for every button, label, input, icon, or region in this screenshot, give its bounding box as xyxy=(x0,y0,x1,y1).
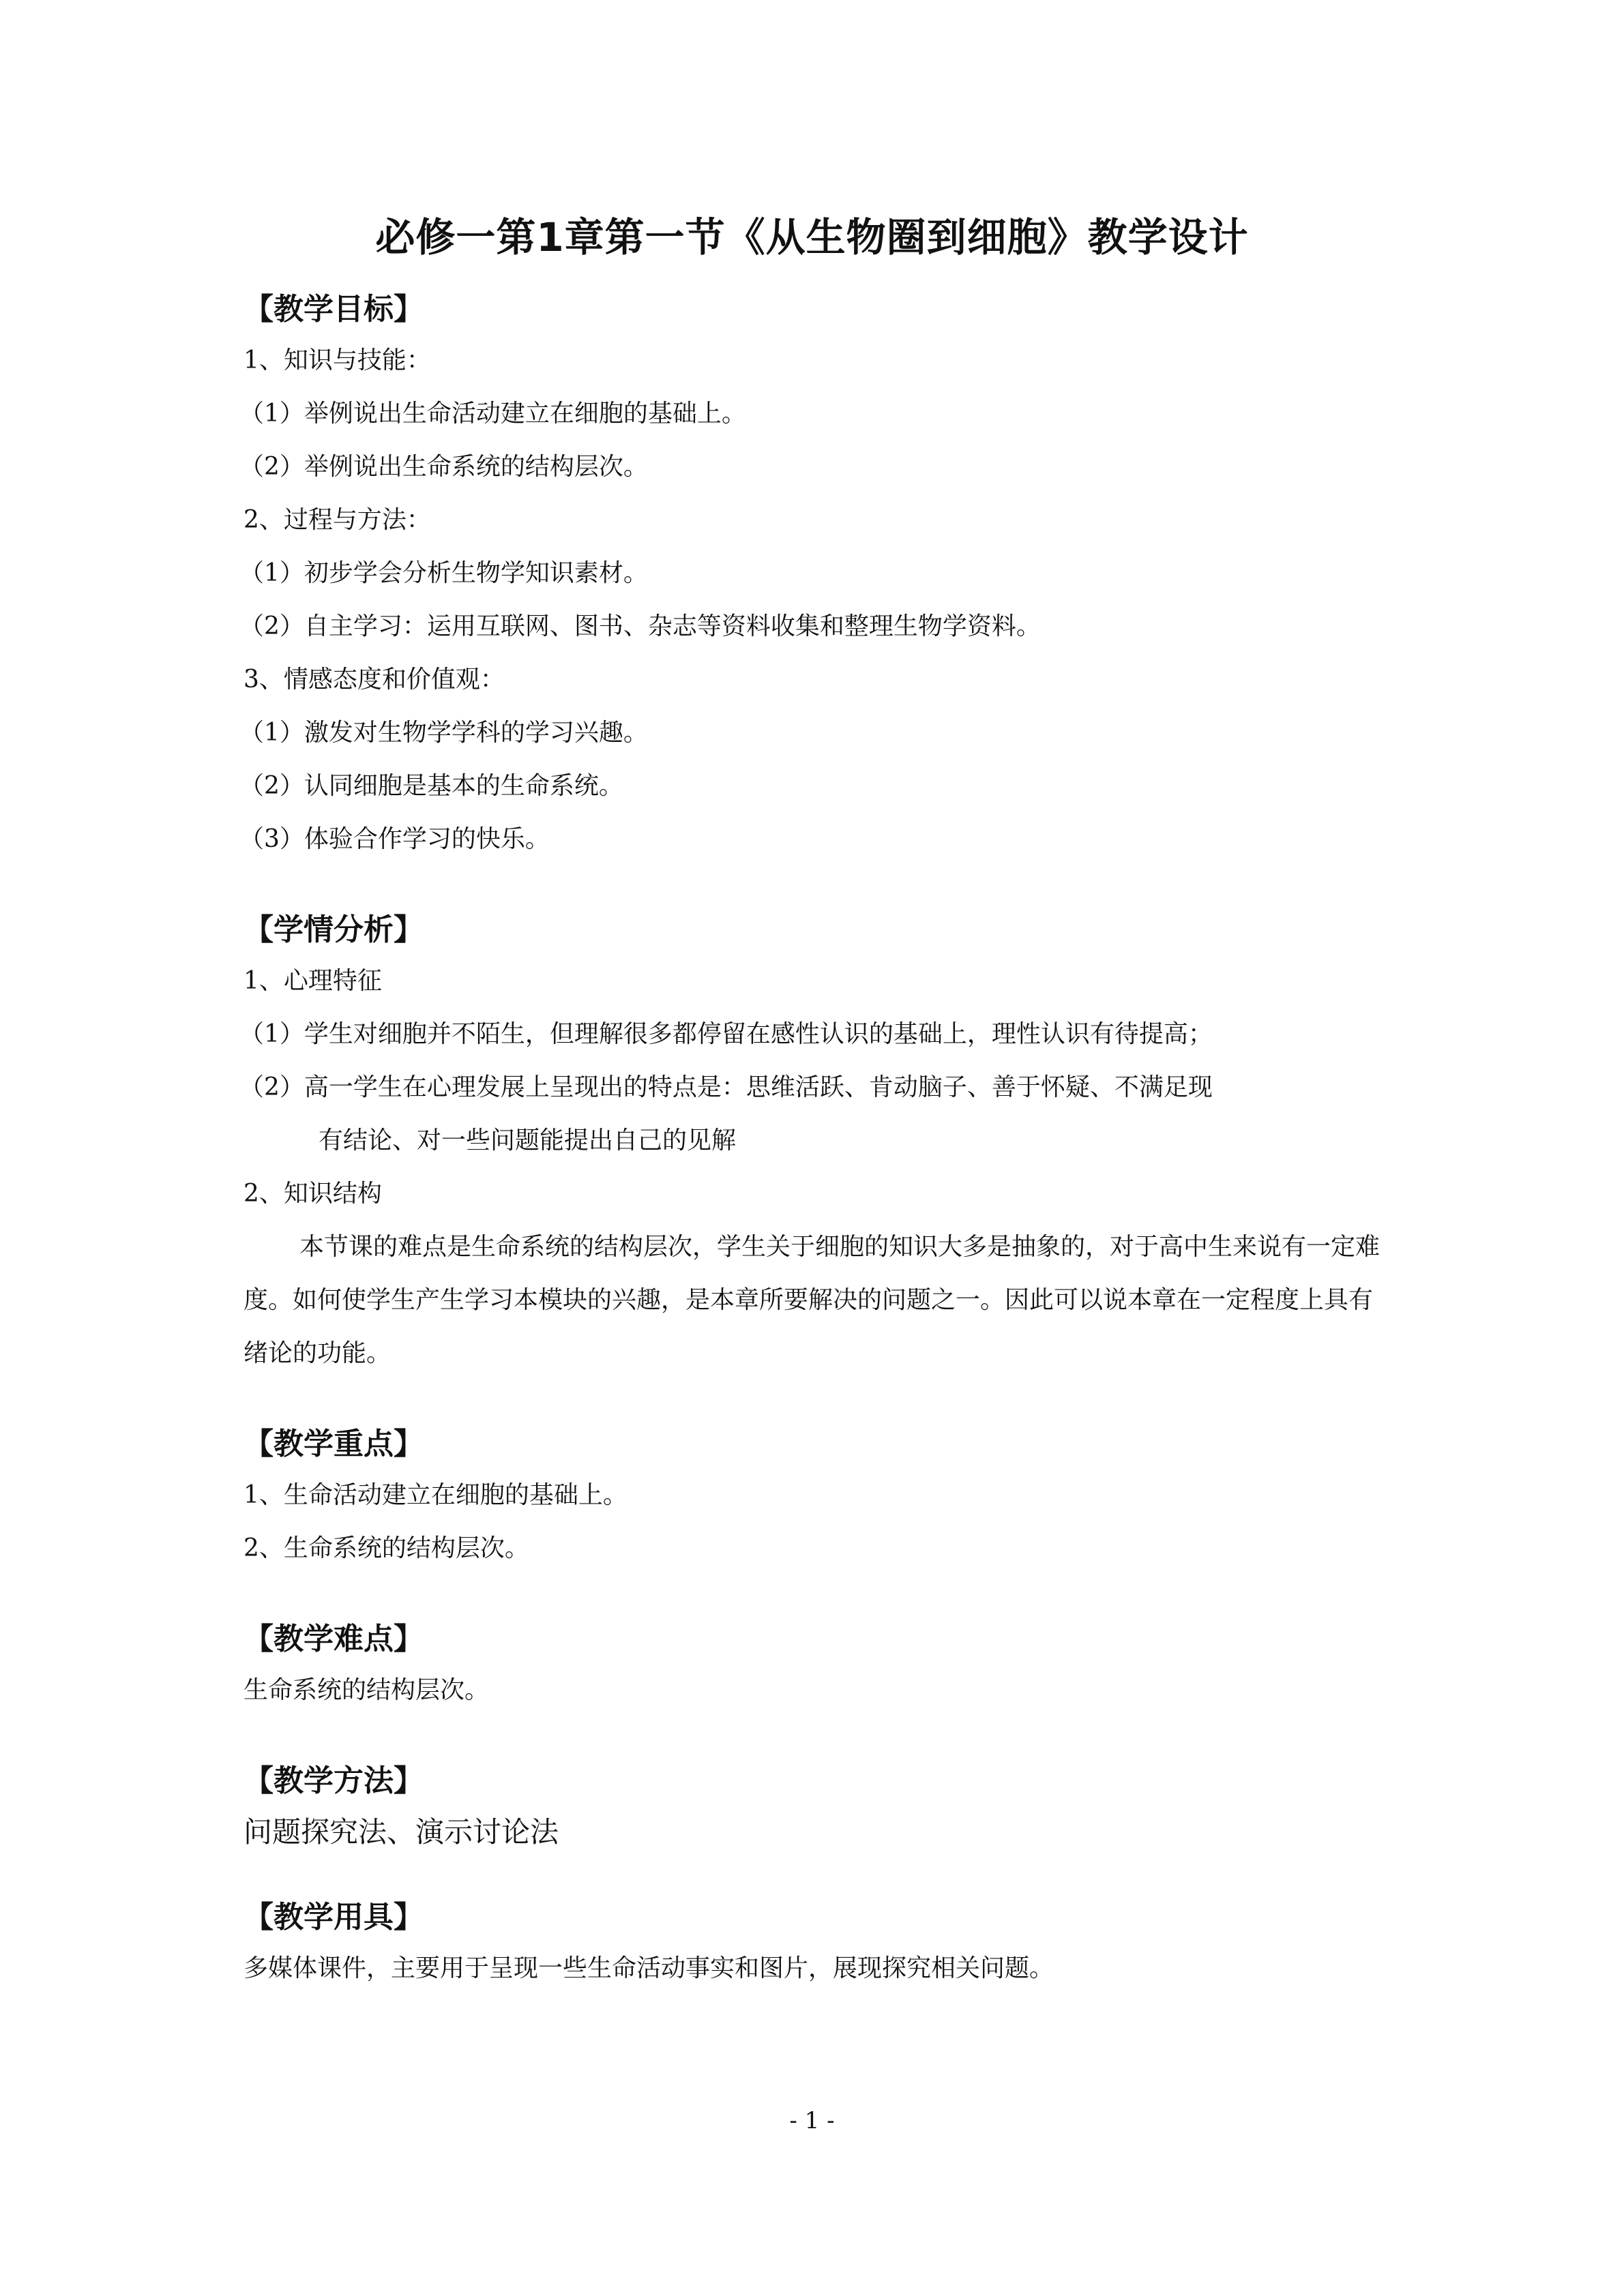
section-heading: 【教学难点】 xyxy=(243,1622,424,1656)
section-heading: 【学情分析】 xyxy=(243,912,424,947)
section-analysis xyxy=(239,906,1389,1380)
list-item: 2、知识结构 xyxy=(243,1180,382,1208)
list-item: 2、过程与方法： xyxy=(243,506,431,534)
section-heading: 【教学方法】 xyxy=(243,1763,424,1798)
document-title: 必修一第1章第一节《从生物圈到细胞》教学设计 xyxy=(375,214,1249,260)
list-item: （1）学生对细胞并不陌生，但理解很多都停留在感性认识的基础上，理性认识有待提高； xyxy=(239,1020,1213,1048)
list-item: （2）自主学习：运用互联网、图书、杂志等资料收集和整理生物学资料。 xyxy=(239,612,1041,640)
page-number: - 1 - xyxy=(789,2107,835,2134)
list-item: 1、心理特征 xyxy=(243,967,382,995)
section-tools xyxy=(243,1893,1389,1995)
section-heading: 【教学用具】 xyxy=(243,1900,424,1935)
list-item: （1）举例说出生命活动建立在细胞的基础上。 xyxy=(239,400,746,428)
list-item: 3、情感态度和价值观： xyxy=(243,666,505,694)
list-item-continuation: 有结论、对一些问题能提出自己的见解 xyxy=(319,1127,737,1154)
paragraph: 本节课的难点是生命系统的结构层次，学生关于细胞的知识大多是抽象的，对于高中生来说有一定难度。如何使学生产生学习本模块的兴趣，是本章所要解决的问题之一。因此可以说本章在一定程度上具有绪论的功能。 xyxy=(243,1233,1381,1367)
list-item: 生命系统的结构层次。 xyxy=(243,1676,490,1704)
section-methods xyxy=(243,1757,1389,1859)
list-item: 多媒体课件，主要用于呈现一些生命活动事实和图片，展现探究相关问题。 xyxy=(243,1954,1054,1982)
list-item: 1、生命活动建立在细胞的基础上。 xyxy=(243,1481,628,1509)
list-item: （1）激发对生物学学科的学习兴趣。 xyxy=(239,719,648,747)
list-item: （2）高一学生在心理发展上呈现出的特点是：思维活跃、肯动脑子、善于怀疑、不满足现 xyxy=(239,1073,1213,1101)
list-item: （1）初步学会分析生物学知识素材。 xyxy=(239,559,648,587)
section-heading: 【教学重点】 xyxy=(243,1427,424,1461)
section-keypoints xyxy=(243,1420,1389,1575)
document-body xyxy=(239,285,1389,1995)
list-item: 问题探究法、演示讨论法 xyxy=(243,1815,559,1849)
list-item: （3）体验合作学习的快乐。 xyxy=(239,825,550,853)
list-item: 2、生命系统的结构层次。 xyxy=(243,1534,529,1562)
section-difficulties xyxy=(243,1615,1389,1717)
section-objectives xyxy=(239,285,1389,866)
list-item: （2）举例说出生命系统的结构层次。 xyxy=(239,453,648,481)
list-item: （2）认同细胞是基本的生命系统。 xyxy=(239,772,623,800)
section-heading: 【教学目标】 xyxy=(243,292,424,327)
list-item: 1、知识与技能： xyxy=(243,346,431,374)
